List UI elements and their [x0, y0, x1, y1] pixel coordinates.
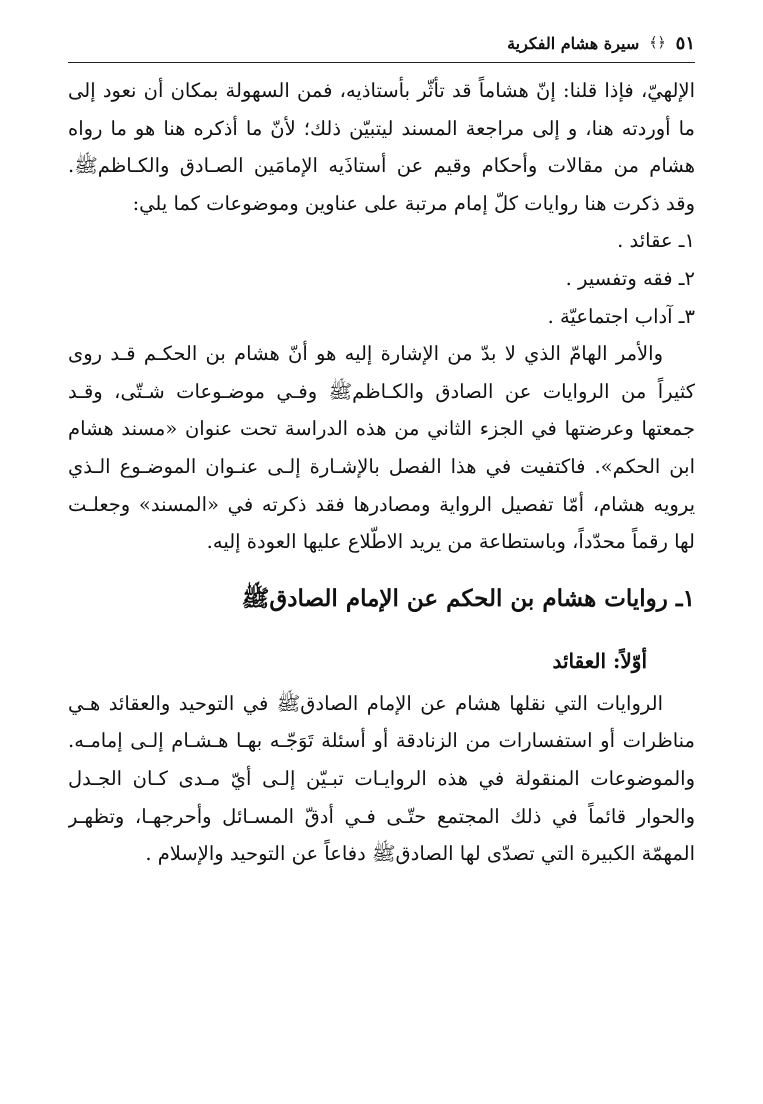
header-rule [68, 62, 695, 63]
text-line: هشام من مقالات وأحكام وقيم عن أستاذَيه الإمامَين الصـادق والكـاظمﷺ. [68, 154, 695, 178]
page-body [68, 72, 695, 873]
running-title: سيرة هشام الفكرية [507, 33, 640, 53]
text-line: ابن الحكم». فاكتفيت في هذا الفصل بالإشـارة إلـى عنـوان الموضـوع الـذي [68, 454, 695, 478]
list-item: ٣ـ آداب اجتماعيّة . [547, 304, 695, 328]
text-line: كثيراً من الروايات عن الصادق والكـاظمﷺ وفـي موضـوعات شـتّى، وقـد [68, 379, 695, 403]
text-line: جمعتها وعرضتها في الجزء الثاني من هذه الدراسة تحت عنوان «مسند هشام [68, 417, 695, 441]
text-line: والأمر الهامّ الذي لا بدّ من الإشارة إليه هو أنّ هشام بن الحكـم قـد روى [68, 342, 663, 366]
text-line: لها رقماً محدّداً، وباستطاعة من يريد الاطّلاع عليها العودة إليه. [206, 530, 695, 554]
section-heading: ١ـ روايات هشام بن الحكم عن الإمام الصادقﷺ [241, 584, 695, 612]
list-item: ٢ـ فقه وتفسير . [565, 266, 695, 290]
text-line: مناظرات أو استفسارات من الزنادقة أو أسئلة تَوَجّـه بهـا هـشـام إلـى إمامـه. [68, 729, 695, 753]
ornament-glyph: ﴿﴾ [649, 35, 666, 51]
subheading: أوّلاً: العقائد [552, 648, 647, 673]
text-line: وقد ذكرت هنا روايات كلّ إمام مرتبة على عناوين وموضوعات كما يلي: [132, 191, 695, 215]
text-line: والحوار قائماً في ذلك المجتمع حتّـى فـي أدقّ المسـائل وأحرجهـا، وتظهـر [68, 804, 695, 828]
text-line: المهمّة الكبيرة التي تصدّى لها الصادقﷺ دفاعاً عن التوحيد والإسلام . [145, 842, 695, 866]
running-head [68, 30, 695, 56]
text-line: يرويه هشام، أمّا تفصيل الرواية ومصادرها فقد ذكرته في «المسند» وجعلـت [68, 492, 695, 516]
text-line: والموضوعات المنقولة في هذه الروايـات تبـيّن إلـى أيّ مـدى كـان الجـدل [68, 766, 695, 790]
text-line: ما أوردته هنا، و إلى مراجعة المسند ليتبيّن ذلك؛ لأنّ ما أذكره هنا هو ما رواه [68, 116, 695, 140]
page-number: ٥١ [675, 32, 695, 54]
text-line: الإلهيّ، فإذا قلنا: إنّ هشاماً قد تأثّر بأستاذيه، فمن السهولة بمكان أن نعود إلى [68, 79, 695, 102]
list-item: ١ـ عقائد . [617, 229, 695, 253]
text-line: الروايات التي نقلها هشام عن الإمام الصادقﷺ في التوحيد والعقائد هـي [68, 691, 663, 715]
